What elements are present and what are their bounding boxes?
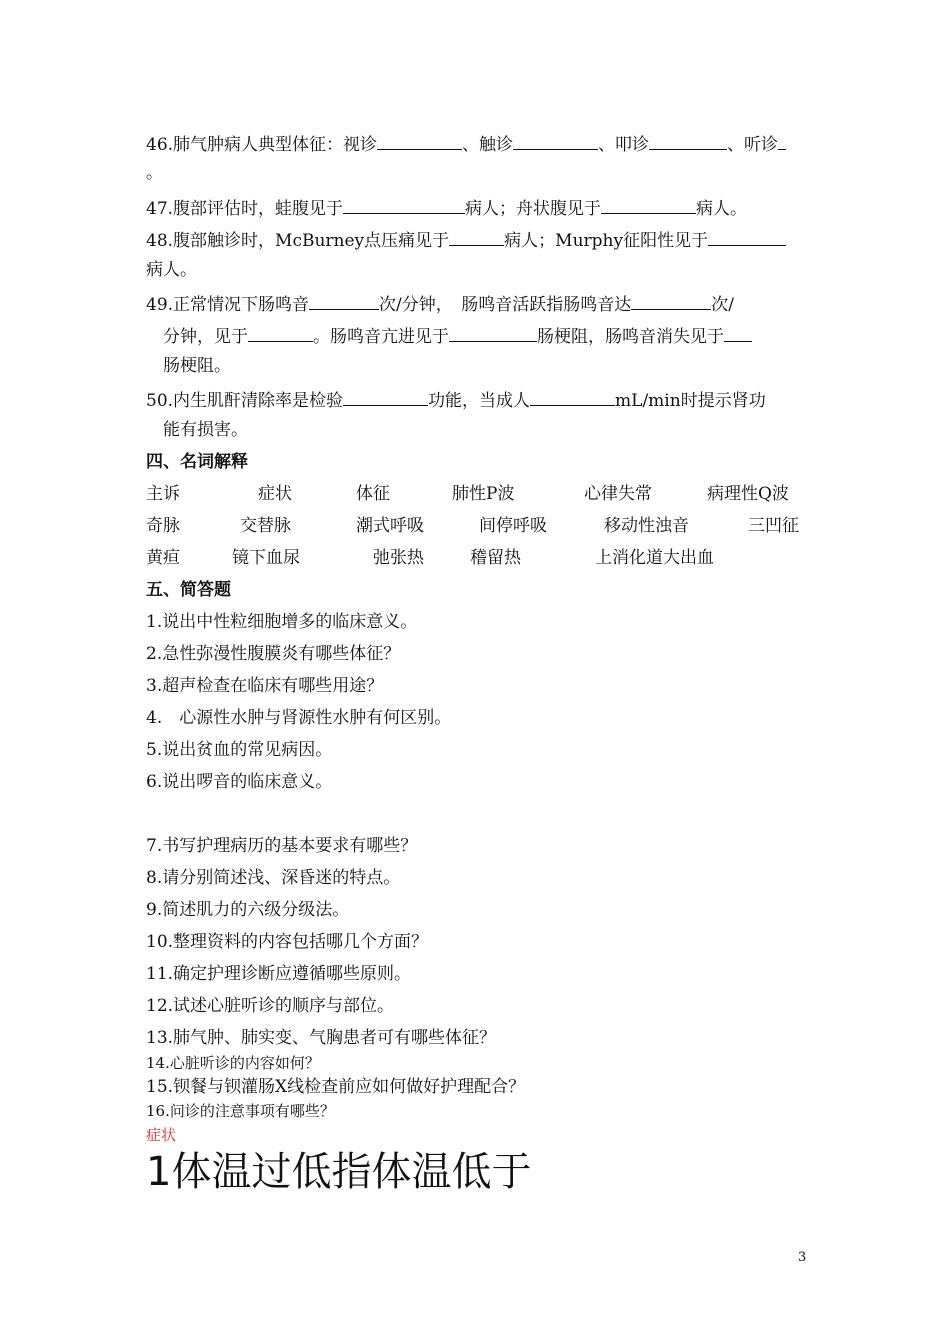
answer-blank[interactable] bbox=[778, 134, 786, 150]
term: 症状 bbox=[258, 484, 292, 504]
q50-text-b: 功能，当成人 bbox=[428, 391, 531, 411]
term: 上消化道大出血 bbox=[595, 548, 714, 568]
large-heading-line: 1体温过低指体温低于 bbox=[146, 1149, 532, 1195]
red-label: 症状 bbox=[146, 1126, 177, 1144]
short-answer-item: 4. 心源性水肿与肾源性水肿有何区别。 bbox=[146, 708, 452, 728]
term: 交替脉 bbox=[240, 516, 291, 536]
q46-text-b: 、触诊 bbox=[462, 135, 514, 155]
q48-text-b: 病人；Murphy征阳性见于 bbox=[504, 231, 709, 251]
term: 间停呼吸 bbox=[479, 516, 547, 536]
term: 潮式呼吸 bbox=[356, 516, 424, 536]
answer-blank[interactable] bbox=[449, 326, 537, 342]
term: 移动性浊音 bbox=[604, 516, 689, 536]
question-49-cont bbox=[163, 326, 752, 346]
answer-blank[interactable] bbox=[601, 198, 696, 214]
q46-text-a: 46.肺气肿病人典型体征：视诊 bbox=[146, 135, 378, 155]
question-46 bbox=[146, 134, 786, 154]
term: 三凹征 bbox=[748, 516, 799, 536]
question-48 bbox=[146, 230, 786, 250]
answer-blank[interactable] bbox=[343, 390, 428, 406]
q47-text-c: 病人。 bbox=[696, 199, 748, 219]
q46-text-c: 、叩诊 bbox=[598, 135, 650, 155]
answer-blank[interactable] bbox=[377, 134, 462, 150]
short-answer-item: 2.急性弥漫性腹膜炎有哪些体征？ bbox=[146, 644, 401, 664]
q47-text-a: 47.腹部评估时，蛙腹见于 bbox=[146, 199, 344, 219]
short-answer-item: 9.简述肌力的六级分级法。 bbox=[146, 900, 350, 920]
answer-blank[interactable] bbox=[513, 134, 598, 150]
section-5-heading: 五、简答题 bbox=[146, 580, 231, 600]
answer-blank[interactable] bbox=[631, 294, 711, 310]
question-49 bbox=[146, 294, 734, 314]
q48-end: 病人。 bbox=[146, 260, 197, 280]
term: 体征 bbox=[356, 484, 390, 504]
answer-blank[interactable] bbox=[343, 198, 465, 214]
short-answer-item: 7.书写护理病历的基本要求有哪些？ bbox=[146, 836, 418, 856]
short-answer-item: 6.说出啰音的临床意义。 bbox=[146, 772, 333, 792]
term: 主诉 bbox=[146, 484, 180, 504]
term: 病理性Q波 bbox=[707, 484, 789, 504]
q46-text-d: 、听诊 bbox=[727, 135, 779, 155]
short-answer-item: 11.确定护理诊断应遵循哪些原则。 bbox=[146, 964, 412, 984]
term: 肺性P波 bbox=[452, 484, 515, 504]
short-answer-item: 16.问诊的注意事项有哪些？ bbox=[146, 1102, 335, 1120]
q50-text-c: mL/min时提示肾功 bbox=[615, 391, 766, 411]
term: 黄疸 bbox=[146, 548, 180, 568]
q49-text-e: 。肠鸣音亢进见于 bbox=[313, 327, 449, 347]
q49-text-a: 49.正常情况下肠鸣音 bbox=[146, 295, 310, 315]
q50-end: 能有损害。 bbox=[163, 420, 248, 440]
short-answer-item: 3.超声检查在临床有哪些用途？ bbox=[146, 676, 384, 696]
answer-blank[interactable] bbox=[649, 134, 727, 150]
term: 心律失常 bbox=[584, 484, 652, 504]
term: 稽留热 bbox=[470, 548, 521, 568]
short-answer-item: 10.整理资料的内容包括哪几个方面？ bbox=[146, 932, 429, 952]
short-answer-item: 12.试述心脏听诊的顺序与部位。 bbox=[146, 996, 395, 1016]
short-answer-item: 5.说出贫血的常见病因。 bbox=[146, 740, 333, 760]
short-answer-item: 1.说出中性粒细胞增多的临床意义。 bbox=[146, 612, 418, 632]
short-answer-item: 8.请分别简述浅、深昏迷的特点。 bbox=[146, 868, 401, 888]
term: 奇脉 bbox=[146, 516, 180, 536]
question-47 bbox=[146, 198, 747, 218]
page-number: 3 bbox=[798, 1250, 807, 1265]
q47-text-b: 病人；舟状腹见于 bbox=[465, 199, 602, 219]
question-50 bbox=[146, 390, 766, 410]
short-answer-item: 15.钡餐与钡灌肠X线检查前应如何做好护理配合？ bbox=[146, 1077, 526, 1097]
q49-text-c: 次/ bbox=[711, 295, 735, 315]
term: 镜下血尿 bbox=[232, 548, 300, 568]
q49-end: 肠梗阻。 bbox=[163, 356, 231, 376]
answer-blank[interactable] bbox=[530, 390, 615, 406]
answer-blank[interactable] bbox=[724, 326, 752, 342]
section-4-heading: 四、名词解释 bbox=[146, 452, 248, 472]
answer-blank[interactable] bbox=[708, 230, 786, 246]
answer-blank[interactable] bbox=[248, 326, 313, 342]
q49-text-f: 肠梗阻，肠鸣音消失见于 bbox=[537, 327, 724, 347]
short-answer-item: 13.肺气肿、肺实变、气胸患者可有哪些体征？ bbox=[146, 1028, 497, 1048]
q48-text-a: 48.腹部触诊时，McBurney点压痛见于 bbox=[146, 231, 450, 251]
q46-end: 。 bbox=[146, 163, 163, 183]
q49-text-b: 次/分钟， 肠鸣音活跃指肠鸣音达 bbox=[379, 295, 632, 315]
answer-blank[interactable] bbox=[449, 230, 504, 246]
short-answer-item: 14.心脏听诊的内容如何？ bbox=[146, 1054, 320, 1072]
answer-blank[interactable] bbox=[309, 294, 379, 310]
q50-text-a: 50.内生肌酐清除率是检验 bbox=[146, 391, 344, 411]
q49-text-d: 分钟，见于 bbox=[163, 327, 248, 347]
term: 弛张热 bbox=[373, 548, 424, 568]
